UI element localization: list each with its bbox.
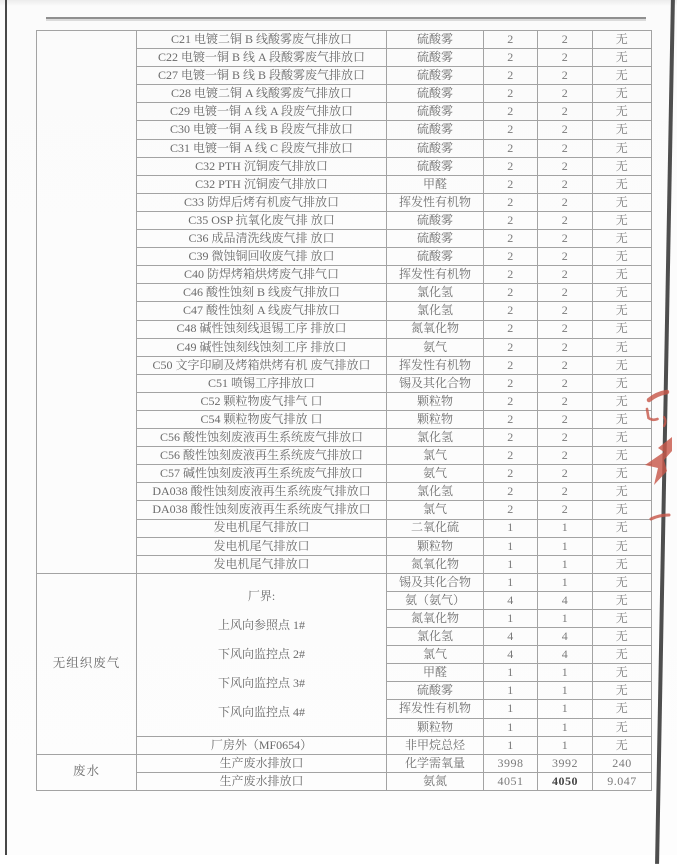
value1-cell: 2 — [484, 211, 538, 229]
outlet-cell — [137, 103, 387, 121]
outlet-line: 生产废水排放口 — [219, 755, 304, 770]
value2-cell: 2 — [538, 266, 593, 284]
value2-cell: 2 — [538, 49, 593, 67]
outlet-cell — [137, 284, 387, 302]
value1-cell: 4051 — [484, 772, 538, 790]
pollutant-cell: 挥发性有机物 — [387, 266, 484, 284]
pollutant-cell: 硫酸雾 — [387, 211, 484, 229]
value1-cell: 2 — [484, 320, 538, 338]
pollutant-cell: 颗粒物 — [387, 537, 484, 555]
value1-cell: 1 — [484, 718, 538, 736]
outlet-cell — [137, 157, 387, 175]
outlet-cell — [137, 85, 387, 103]
outlet-cell — [137, 754, 387, 772]
outlet-line: 厂房外（MF0654） — [210, 737, 313, 752]
value2-cell: 2 — [538, 85, 593, 103]
outlet-line: C28 电镀二铜 A 线酸雾废气排放口 — [170, 86, 352, 101]
outlet-line: 下风向监控点 3# — [217, 676, 305, 691]
outlet-cell — [137, 447, 387, 465]
outlet-cell — [137, 31, 387, 49]
value3-cell: 无 — [593, 718, 652, 736]
value3-cell: 无 — [593, 664, 652, 682]
pollutant-cell: 氨气 — [387, 465, 484, 483]
value3-cell: 无 — [593, 49, 652, 67]
value2-cell: 2 — [538, 501, 593, 519]
outlet-line: 上风向参照点 1# — [217, 618, 305, 633]
value2-cell: 4050 — [538, 772, 593, 790]
value2-cell: 2 — [538, 67, 593, 85]
value3-cell: 无 — [593, 429, 652, 447]
monitoring-table — [36, 30, 652, 791]
value2-cell: 2 — [538, 374, 593, 392]
value3-cell: 无 — [593, 211, 652, 229]
value1-cell: 1 — [484, 682, 538, 700]
value2-cell: 4 — [538, 628, 593, 646]
pollutant-cell: 硫酸雾 — [387, 121, 484, 139]
pollutant-cell: 氯气 — [387, 447, 484, 465]
value3-cell: 无 — [593, 356, 652, 374]
pollutant-cell: 挥发性有机物 — [387, 193, 484, 211]
value2-cell: 1 — [538, 537, 593, 555]
pollutant-cell: 氨（氨气） — [387, 591, 484, 609]
value2-cell: 1 — [538, 519, 593, 537]
outlet-cell — [137, 465, 387, 483]
pollutant-cell: 非甲烷总烃 — [387, 736, 484, 754]
value3-cell: 无 — [593, 175, 652, 193]
value2-cell: 2 — [538, 392, 593, 410]
outlet-cell — [137, 248, 387, 266]
pollutant-cell: 氯化氢 — [387, 429, 484, 447]
value1-cell: 2 — [484, 374, 538, 392]
table-row — [37, 573, 652, 591]
pollutant-cell: 氯化氢 — [387, 628, 484, 646]
value2-cell: 2 — [538, 121, 593, 139]
outlet-line: C46 酸性蚀刻 B 线废气排放口 — [182, 285, 340, 300]
value2-cell: 2 — [538, 284, 593, 302]
table-row — [37, 31, 652, 49]
outlet-line: C32 PTH 沉铜废气排放口 — [195, 176, 328, 191]
value2-cell: 2 — [538, 157, 593, 175]
pollutant-cell: 硫酸雾 — [387, 139, 484, 157]
value3-cell: 无 — [593, 537, 652, 555]
value1-cell: 2 — [484, 121, 538, 139]
outlet-cell — [137, 519, 387, 537]
pollutant-cell: 锡及其化合物 — [387, 573, 484, 591]
pollutant-cell: 氨氮 — [387, 772, 484, 790]
value3-cell: 无 — [593, 121, 652, 139]
value3-cell: 无 — [593, 573, 652, 591]
outlet-cell — [137, 338, 387, 356]
value3-cell: 无 — [593, 646, 652, 664]
pollutant-cell: 硫酸雾 — [387, 230, 484, 248]
outlet-cell — [137, 193, 387, 211]
value3-cell: 无 — [593, 302, 652, 320]
pollutant-cell: 硫酸雾 — [387, 31, 484, 49]
value1-cell: 2 — [484, 483, 538, 501]
outlet-cell — [137, 772, 387, 790]
value1-cell: 1 — [484, 573, 538, 591]
outlet-line: C57 碱性蚀刻废液再生系统废气排放口 — [159, 466, 363, 481]
pollutant-cell: 颗粒物 — [387, 392, 484, 410]
value1-cell: 1 — [484, 537, 538, 555]
value3-cell: 无 — [593, 67, 652, 85]
outlet-line: C48 碱性蚀刻线退锡工序 排放口 — [176, 321, 347, 336]
outlet-line: 下风向监控点 4# — [217, 705, 305, 720]
outlet-cell — [137, 501, 387, 519]
value3-cell: 9.047 — [593, 772, 652, 790]
value1-cell: 2 — [484, 266, 538, 284]
pollutant-cell: 氮氧化物 — [387, 555, 484, 573]
value2-cell: 1 — [538, 700, 593, 718]
red-tick-stroke-icon — [649, 392, 667, 400]
category-cell: 无组织废气 — [37, 573, 137, 754]
outlet-cell — [137, 573, 387, 736]
value1-cell: 2 — [484, 49, 538, 67]
outlet-line: C22 电镀一铜 B 线 A 段酸雾废气排放口 — [157, 50, 365, 65]
value3-cell: 无 — [593, 682, 652, 700]
pollutant-cell: 氯气 — [387, 501, 484, 519]
value3-cell: 无 — [593, 392, 652, 410]
outlet-line: 发电机尾气排放口 — [213, 556, 310, 571]
pollutant-cell: 挥发性有机物 — [387, 700, 484, 718]
value1-cell: 2 — [484, 465, 538, 483]
outlet-cell — [137, 374, 387, 392]
pollutant-cell: 硫酸雾 — [387, 682, 484, 700]
value2-cell: 2 — [538, 31, 593, 49]
outlet-line: C21 电镀二铜 B 线酸雾废气排放口 — [170, 31, 352, 46]
value3-cell: 无 — [593, 519, 652, 537]
value2-cell: 1 — [538, 573, 593, 591]
value3-cell: 无 — [593, 248, 652, 266]
pollutant-cell: 氨气 — [387, 338, 484, 356]
category-cell — [37, 31, 137, 574]
outlet-cell — [137, 555, 387, 573]
value3-cell: 无 — [593, 591, 652, 609]
pollutant-cell: 挥发性有机物 — [387, 356, 484, 374]
outlet-line: C27 电镀一铜 B 线 B 段酸雾废气排放口 — [157, 68, 365, 83]
value3-cell: 无 — [593, 103, 652, 121]
value1-cell: 2 — [484, 103, 538, 121]
value1-cell: 3998 — [484, 754, 538, 772]
outlet-line: C36 成品清洗线废气排 放口 — [188, 230, 335, 245]
outlet-line: C31 电镀一铜 A 线 C 段废气排放口 — [169, 140, 353, 155]
value2-cell: 2 — [538, 175, 593, 193]
scan-edge-left — [5, 0, 7, 855]
pollutant-cell: 氯化氢 — [387, 302, 484, 320]
value3-cell: 无 — [593, 447, 652, 465]
value2-cell: 2 — [538, 356, 593, 374]
value3-cell: 无 — [593, 230, 652, 248]
value2-cell: 2 — [538, 211, 593, 229]
value2-cell: 4 — [538, 591, 593, 609]
pollutant-cell: 二氧化硫 — [387, 519, 484, 537]
pollutant-cell: 硫酸雾 — [387, 157, 484, 175]
pollutant-cell: 颗粒物 — [387, 410, 484, 428]
outlet-cell — [137, 139, 387, 157]
value1-cell: 1 — [484, 664, 538, 682]
value1-cell: 2 — [484, 175, 538, 193]
outlet-line: 下风向监控点 2# — [217, 647, 305, 662]
value2-cell: 2 — [538, 248, 593, 266]
pollutant-cell: 氯化氢 — [387, 483, 484, 501]
value3-cell: 无 — [593, 320, 652, 338]
value3-cell: 240 — [593, 754, 652, 772]
outlet-cell — [137, 211, 387, 229]
value1-cell: 4 — [484, 591, 538, 609]
outlet-line: 生产废水排放口 — [219, 773, 304, 788]
red-scribble-icon — [647, 409, 658, 420]
outlet-line: DA038 酸性蚀刻废液再生系统废气排放口 — [152, 484, 371, 499]
pollutant-cell: 硫酸雾 — [387, 248, 484, 266]
value3-cell: 无 — [593, 555, 652, 573]
value1-cell: 1 — [484, 610, 538, 628]
outlet-line: 厂界: — [247, 589, 276, 604]
outlet-cell — [137, 429, 387, 447]
value3-cell: 无 — [593, 736, 652, 754]
value3-cell: 无 — [593, 610, 652, 628]
outlet-line: C56 酸性蚀刻废液再生系统废气排放口 — [159, 430, 363, 445]
pollutant-cell: 甲醛 — [387, 175, 484, 193]
value1-cell: 2 — [484, 248, 538, 266]
value3-cell: 无 — [593, 139, 652, 157]
outlet-line: C54 颗粒物废气排放 口 — [200, 411, 323, 426]
outlet-line: C50 文字印刷及烤箱烘烤有机 废气排放口 — [152, 357, 371, 372]
value1-cell: 2 — [484, 31, 538, 49]
outlet-cell — [137, 392, 387, 410]
pollutant-cell: 颗粒物 — [387, 718, 484, 736]
table-row — [37, 754, 652, 772]
red-pen-annotation — [628, 378, 677, 538]
value2-cell: 2 — [538, 338, 593, 356]
outlet-cell — [137, 302, 387, 320]
value3-cell: 无 — [593, 266, 652, 284]
outlet-line: C49 碱性蚀刻线蚀刻工序 排放口 — [176, 339, 347, 354]
pollutant-cell: 硫酸雾 — [387, 103, 484, 121]
value3-cell: 无 — [593, 284, 652, 302]
value3-cell: 无 — [593, 465, 652, 483]
value2-cell: 2 — [538, 483, 593, 501]
outlet-cell — [137, 356, 387, 374]
pollutant-cell: 硫酸雾 — [387, 49, 484, 67]
outlet-line: 发电机尾气排放口 — [213, 538, 310, 553]
value1-cell: 1 — [484, 519, 538, 537]
outlet-line: C29 电镀一铜 A 线 A 段废气排放口 — [169, 104, 353, 119]
value2-cell: 2 — [538, 230, 593, 248]
value3-cell: 无 — [593, 193, 652, 211]
value1-cell: 2 — [484, 302, 538, 320]
value2-cell: 2 — [538, 465, 593, 483]
value2-cell: 1 — [538, 555, 593, 573]
pollutant-cell: 硫酸雾 — [387, 85, 484, 103]
table-top-rule — [46, 17, 646, 19]
value2-cell: 3992 — [538, 754, 593, 772]
value1-cell: 2 — [484, 447, 538, 465]
outlet-line: DA038 酸性蚀刻废液再生系统废气排放口 — [152, 502, 371, 517]
value1-cell: 2 — [484, 284, 538, 302]
pollutant-cell: 氮氧化物 — [387, 320, 484, 338]
outlet-line: C52 颗粒物废气排气 口 — [200, 393, 323, 408]
category-cell: 废水 — [37, 754, 137, 790]
outlet-cell — [137, 266, 387, 284]
value2-cell: 4 — [538, 646, 593, 664]
outlet-cell — [137, 67, 387, 85]
value2-cell: 2 — [538, 193, 593, 211]
outlet-cell — [137, 736, 387, 754]
value1-cell: 4 — [484, 646, 538, 664]
value2-cell: 2 — [538, 139, 593, 157]
value1-cell: 2 — [484, 410, 538, 428]
outlet-line: C35 OSP 抗氧化废气排 放口 — [188, 212, 335, 227]
value2-cell: 2 — [538, 320, 593, 338]
outlet-cell — [137, 537, 387, 555]
value3-cell: 无 — [593, 628, 652, 646]
value2-cell: 1 — [538, 610, 593, 628]
value1-cell: 2 — [484, 230, 538, 248]
monitoring-table-body — [37, 31, 652, 791]
outlet-line: C32 PTH 沉铜废气排放口 — [195, 158, 328, 173]
pollutant-cell: 氯气 — [387, 646, 484, 664]
value1-cell: 1 — [484, 555, 538, 573]
value1-cell: 2 — [484, 139, 538, 157]
pollutant-cell: 锡及其化合物 — [387, 374, 484, 392]
value1-cell: 2 — [484, 85, 538, 103]
outlet-cell — [137, 410, 387, 428]
value3-cell: 无 — [593, 700, 652, 718]
outlet-line: C40 防焊烤箱烘烤废气排气口 — [183, 267, 339, 282]
value1-cell: 1 — [484, 736, 538, 754]
pollutant-cell: 硫酸雾 — [387, 67, 484, 85]
value3-cell: 无 — [593, 85, 652, 103]
value1-cell: 2 — [484, 392, 538, 410]
value1-cell: 2 — [484, 193, 538, 211]
outlet-cell — [137, 230, 387, 248]
outlet-line: C56 酸性蚀刻废液再生系统废气排放口 — [159, 448, 363, 463]
outlet-cell — [137, 175, 387, 193]
red-arrow-star-icon — [645, 437, 672, 485]
value1-cell: 2 — [484, 501, 538, 519]
value2-cell: 1 — [538, 736, 593, 754]
pollutant-cell: 氮氧化物 — [387, 610, 484, 628]
value1-cell: 4 — [484, 628, 538, 646]
outlet-line: C39 微蚀铜回收废气排 放口 — [188, 249, 335, 264]
pollutant-cell: 氯化氢 — [387, 284, 484, 302]
value3-cell: 无 — [593, 374, 652, 392]
red-scribble-comma-icon — [664, 417, 666, 426]
value1-cell: 2 — [484, 356, 538, 374]
red-dash-stroke-icon — [651, 515, 669, 519]
value2-cell: 2 — [538, 302, 593, 320]
value1-cell: 2 — [484, 157, 538, 175]
value3-cell: 无 — [593, 31, 652, 49]
outlet-cell — [137, 483, 387, 501]
pollutant-cell: 化学需氧量 — [387, 754, 484, 772]
value1-cell: 2 — [484, 67, 538, 85]
value2-cell: 1 — [538, 682, 593, 700]
value3-cell: 无 — [593, 157, 652, 175]
outlet-line: C33 防焊后烤有机废气排放口 — [183, 194, 339, 209]
value3-cell: 无 — [593, 410, 652, 428]
value1-cell: 2 — [484, 429, 538, 447]
outlet-line: 发电机尾气排放口 — [213, 520, 310, 535]
value3-cell: 无 — [593, 501, 652, 519]
value1-cell: 1 — [484, 700, 538, 718]
value2-cell: 2 — [538, 410, 593, 428]
outlet-cell — [137, 121, 387, 139]
value2-cell: 1 — [538, 718, 593, 736]
value3-cell: 无 — [593, 483, 652, 501]
value1-cell: 2 — [484, 338, 538, 356]
value2-cell: 2 — [538, 429, 593, 447]
outlet-cell — [137, 320, 387, 338]
outlet-line: C47 酸性蚀刻 A 线废气排放口 — [182, 303, 340, 318]
outlet-line: C30 电镀一铜 A 线 B 段废气排放口 — [169, 122, 353, 137]
value2-cell: 2 — [538, 447, 593, 465]
value2-cell: 1 — [538, 664, 593, 682]
outlet-cell — [137, 49, 387, 67]
value2-cell: 2 — [538, 103, 593, 121]
pollutant-cell: 甲醛 — [387, 664, 484, 682]
outlet-line: C51 喷锡工序排放口 — [207, 375, 315, 390]
value3-cell: 无 — [593, 338, 652, 356]
